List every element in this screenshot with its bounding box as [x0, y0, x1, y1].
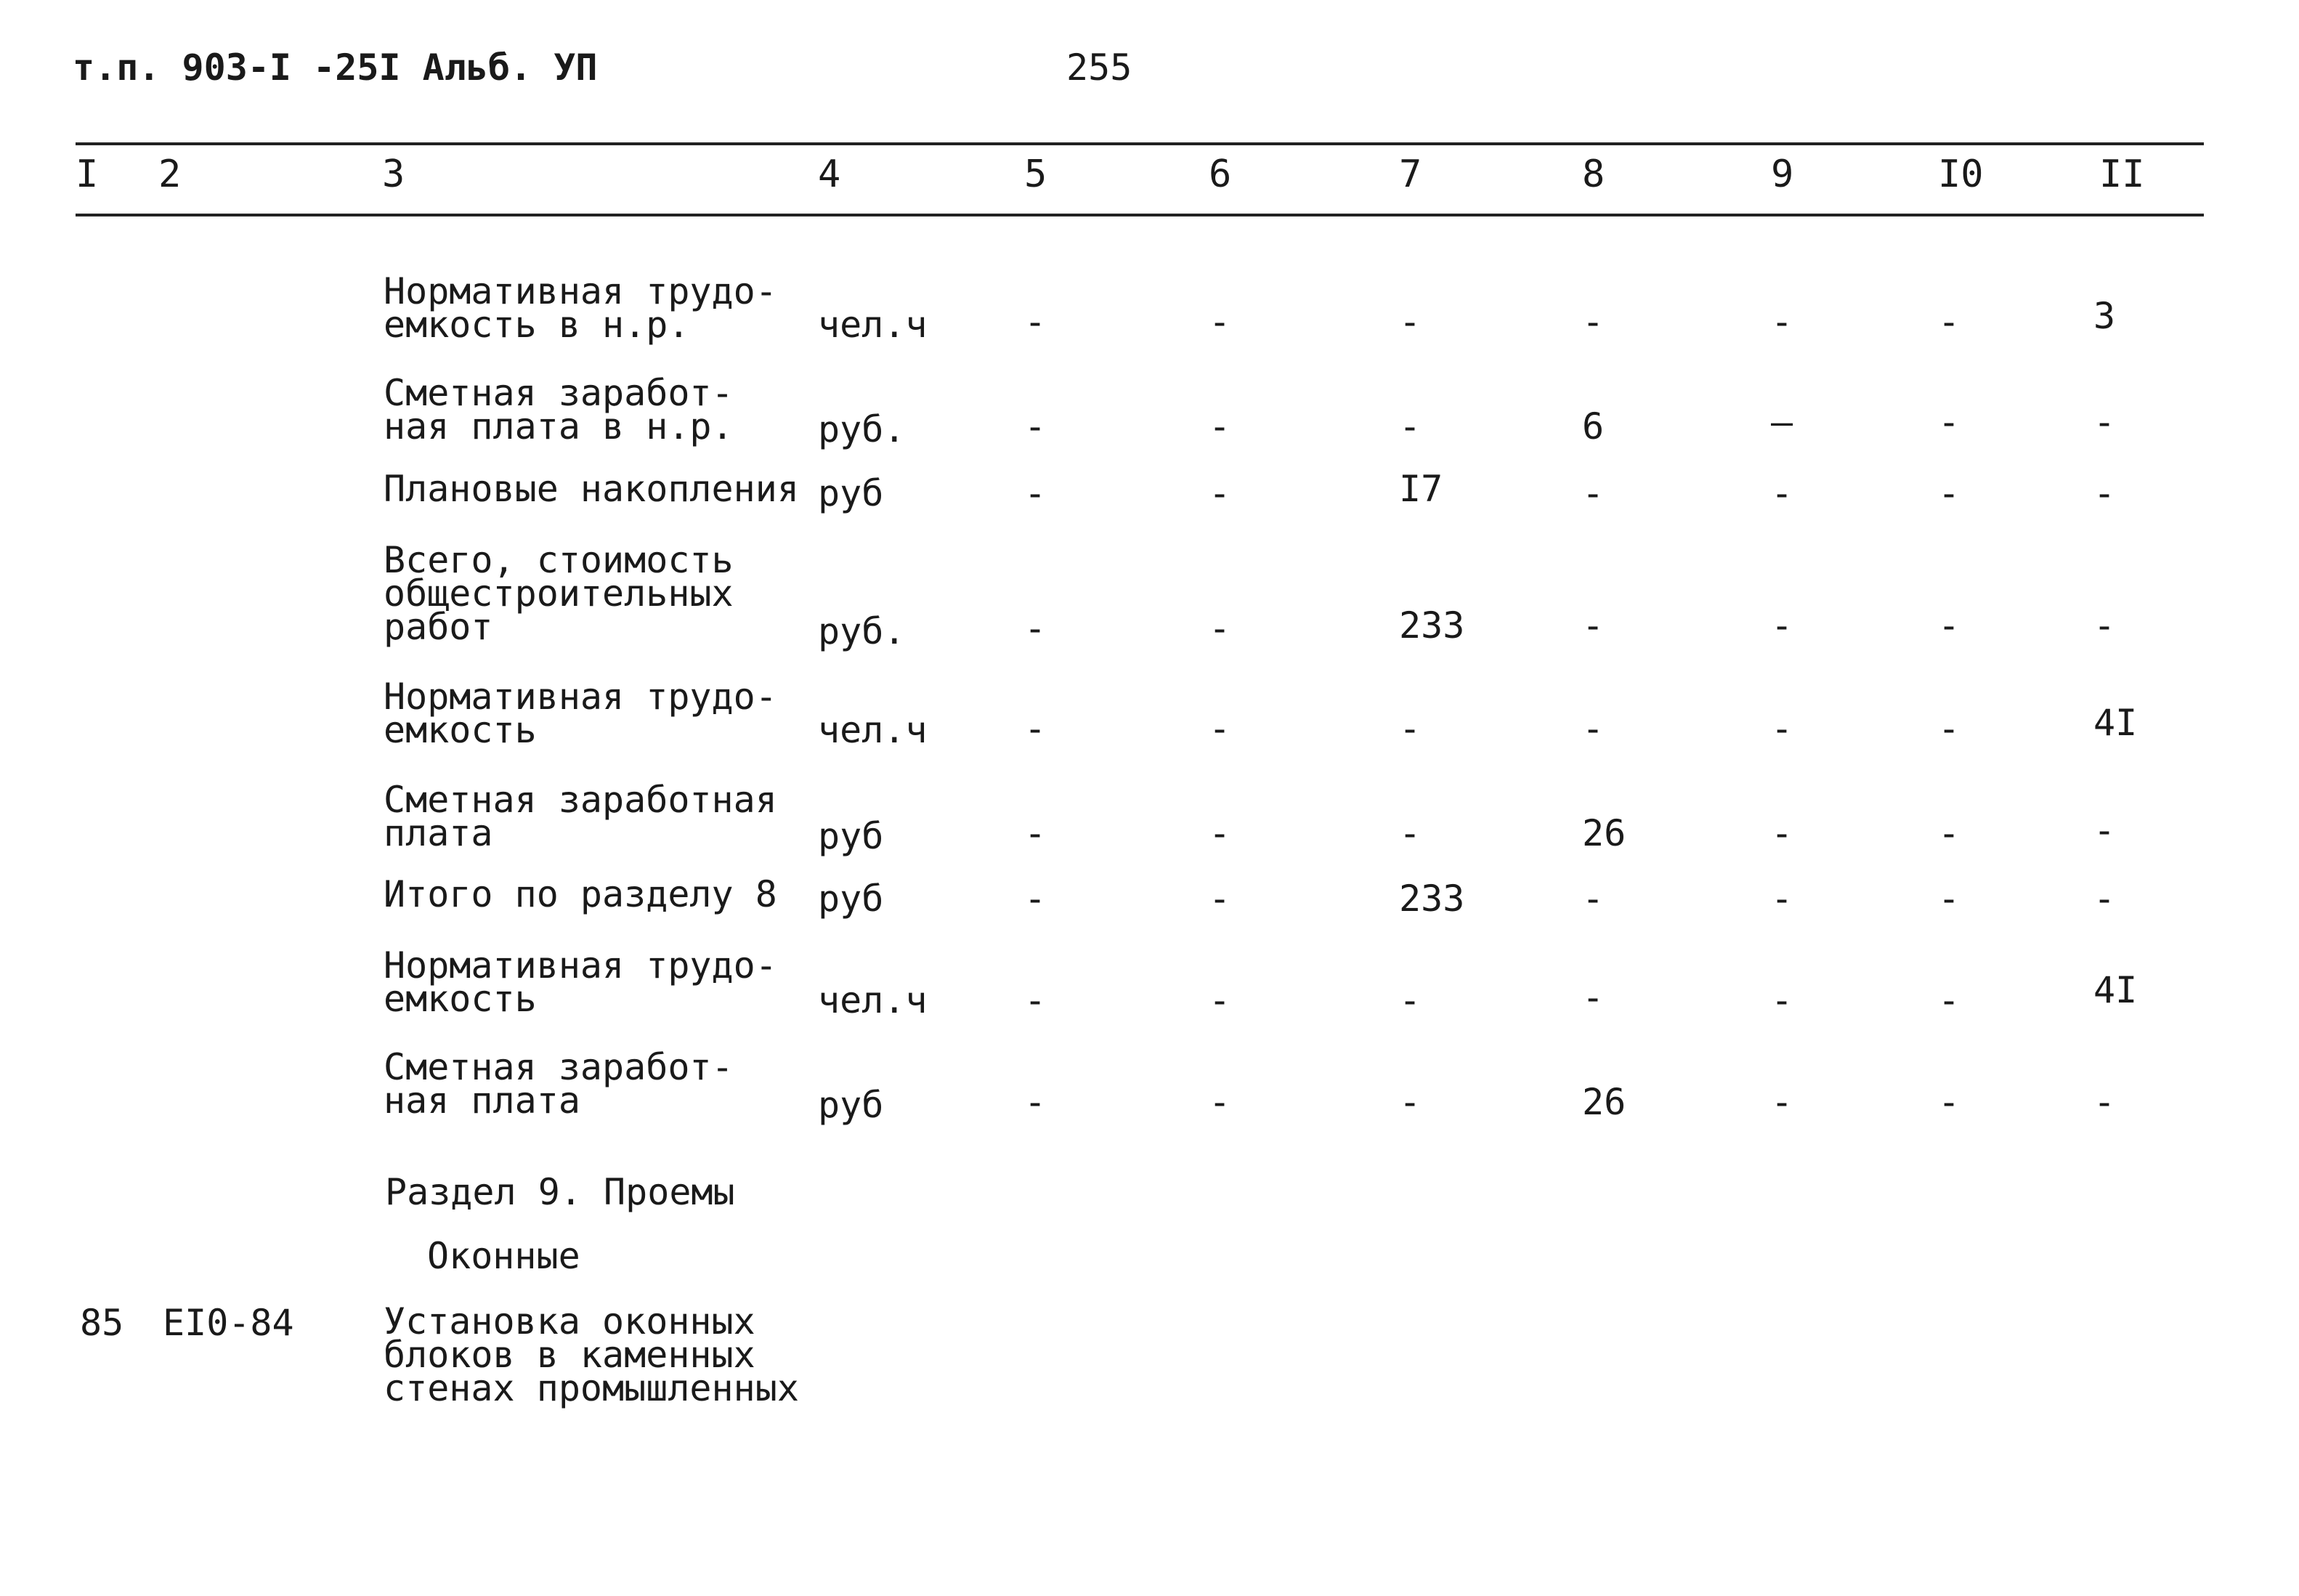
cell-col7: -	[1399, 812, 1422, 854]
cell-col6: -	[1209, 979, 1231, 1021]
row-unit: руб	[818, 472, 884, 514]
row-description: Плановые накопления	[384, 468, 799, 510]
cell-col9: -	[1771, 708, 1793, 750]
row-description: Всего, стоимость общестроительных работ	[384, 539, 734, 648]
cell-col8: -	[1582, 878, 1605, 920]
column-header: 2	[158, 153, 182, 196]
column-header: 6	[1209, 153, 1232, 196]
row-unit: руб	[818, 878, 884, 920]
cell-col5: -	[1024, 607, 1047, 649]
cell-col9: -	[1771, 878, 1793, 920]
row-unit: руб.	[818, 610, 906, 652]
row-description: Сметная заработ- ная плата	[384, 1046, 734, 1122]
section-title: Раздел 9. Проемы	[385, 1171, 735, 1213]
document-reference: т.п. 903-I -25I Альб. УП	[73, 46, 598, 89]
row-description: Сметная заработная плата	[384, 779, 777, 854]
column-header: 4	[818, 153, 841, 196]
cell-col5: -	[1024, 472, 1047, 514]
cell-col11: -	[2093, 1081, 2116, 1123]
cell-col6: -	[1209, 1081, 1231, 1123]
cell-col11: -	[2093, 809, 2116, 851]
cell-col5: -	[1024, 1081, 1047, 1123]
column-header: 7	[1399, 153, 1422, 196]
cell-col6: -	[1209, 812, 1231, 854]
cell-col10: -	[1938, 812, 1961, 854]
cell-col8: -	[1582, 604, 1605, 647]
cell-col7: 233	[1399, 604, 1465, 647]
cell-col6: -	[1209, 405, 1231, 447]
cell-col10: -	[1938, 301, 1961, 343]
row-unit: руб.	[818, 408, 906, 450]
cell-col9: —	[1771, 401, 1793, 443]
cell-col8: -	[1582, 708, 1605, 750]
cell-col11: -	[2093, 401, 2116, 443]
column-header: 8	[1582, 153, 1605, 196]
cell-col10: -	[1938, 1081, 1961, 1123]
cell-col9: -	[1771, 979, 1793, 1021]
cell-col9: -	[1771, 472, 1793, 514]
cell-col9: -	[1771, 1081, 1793, 1123]
cell-col8: -	[1582, 976, 1605, 1018]
section-subtitle: Оконные	[427, 1235, 580, 1277]
cell-col9: -	[1771, 301, 1793, 343]
cell-col11: -	[2093, 604, 2116, 647]
row-description: Нормативная трудо- емкость	[384, 676, 777, 751]
row-unit: чел.ч	[818, 304, 928, 346]
cell-col10: -	[1938, 979, 1961, 1021]
cell-col5: -	[1024, 405, 1047, 447]
cell-col10: -	[1938, 878, 1961, 920]
row-description: Итого по разделу 8	[384, 873, 777, 915]
cell-col5: -	[1024, 979, 1047, 1021]
cell-col6: -	[1209, 878, 1231, 920]
column-header: I	[76, 153, 99, 196]
row-unit: руб	[818, 815, 884, 857]
column-header: 9	[1771, 153, 1794, 196]
item-number: 85	[80, 1302, 124, 1344]
column-header: 5	[1024, 153, 1047, 196]
column-header: I0	[1938, 153, 1984, 196]
cell-col6: -	[1209, 607, 1231, 649]
cell-col10: -	[1938, 604, 1961, 647]
table-top-rule	[76, 142, 2204, 145]
cell-col8: -	[1582, 472, 1605, 514]
item-description: Установка оконных блоков в каменных стенах промышленных	[384, 1300, 799, 1409]
table-header-rule	[76, 214, 2204, 216]
row-description: Сметная заработ- ная плата в н.р.	[384, 372, 734, 447]
cell-col9: -	[1771, 812, 1793, 854]
cell-col5: -	[1024, 812, 1047, 854]
cell-col5: -	[1024, 301, 1047, 343]
cell-col7: -	[1399, 1081, 1422, 1123]
item-code: EI0-84	[163, 1302, 294, 1344]
row-unit: чел.ч	[818, 979, 928, 1021]
row-unit: чел.ч	[818, 709, 928, 751]
row-unit: руб	[818, 1084, 884, 1126]
cell-col7: -	[1399, 405, 1422, 447]
cell-col8: 26	[1582, 812, 1626, 854]
cell-col11: 3	[2093, 295, 2116, 337]
cell-col10: -	[1938, 472, 1961, 514]
row-description: Нормативная трудо- емкость	[384, 944, 777, 1020]
row-description: Нормативная трудо- емкость в н.р.	[384, 270, 777, 346]
cell-col6: -	[1209, 472, 1231, 514]
cell-col6: -	[1209, 301, 1231, 343]
cell-col5: -	[1024, 878, 1047, 920]
cell-col10: -	[1938, 401, 1961, 443]
cell-col7: -	[1399, 979, 1422, 1021]
cell-col10: -	[1938, 708, 1961, 750]
cell-col5: -	[1024, 708, 1047, 750]
cell-col7: I7	[1399, 468, 1443, 510]
cell-col11: -	[2093, 472, 2116, 514]
column-header-row	[0, 153, 2299, 211]
column-header: 3	[382, 153, 405, 196]
cell-col8: -	[1582, 301, 1605, 343]
cell-col11: 4I	[2093, 969, 2138, 1011]
cell-col9: -	[1771, 604, 1793, 647]
cell-col11: -	[2093, 878, 2116, 920]
cell-col7: -	[1399, 708, 1422, 750]
cell-col6: -	[1209, 708, 1231, 750]
cell-col8: 26	[1582, 1081, 1626, 1123]
cell-col11: 4I	[2093, 702, 2138, 744]
cell-col7: -	[1399, 301, 1422, 343]
cell-col7: 233	[1399, 878, 1465, 920]
page-number: 255	[1066, 46, 1132, 89]
cell-col8: 6	[1582, 405, 1605, 447]
column-header: II	[2099, 153, 2145, 196]
